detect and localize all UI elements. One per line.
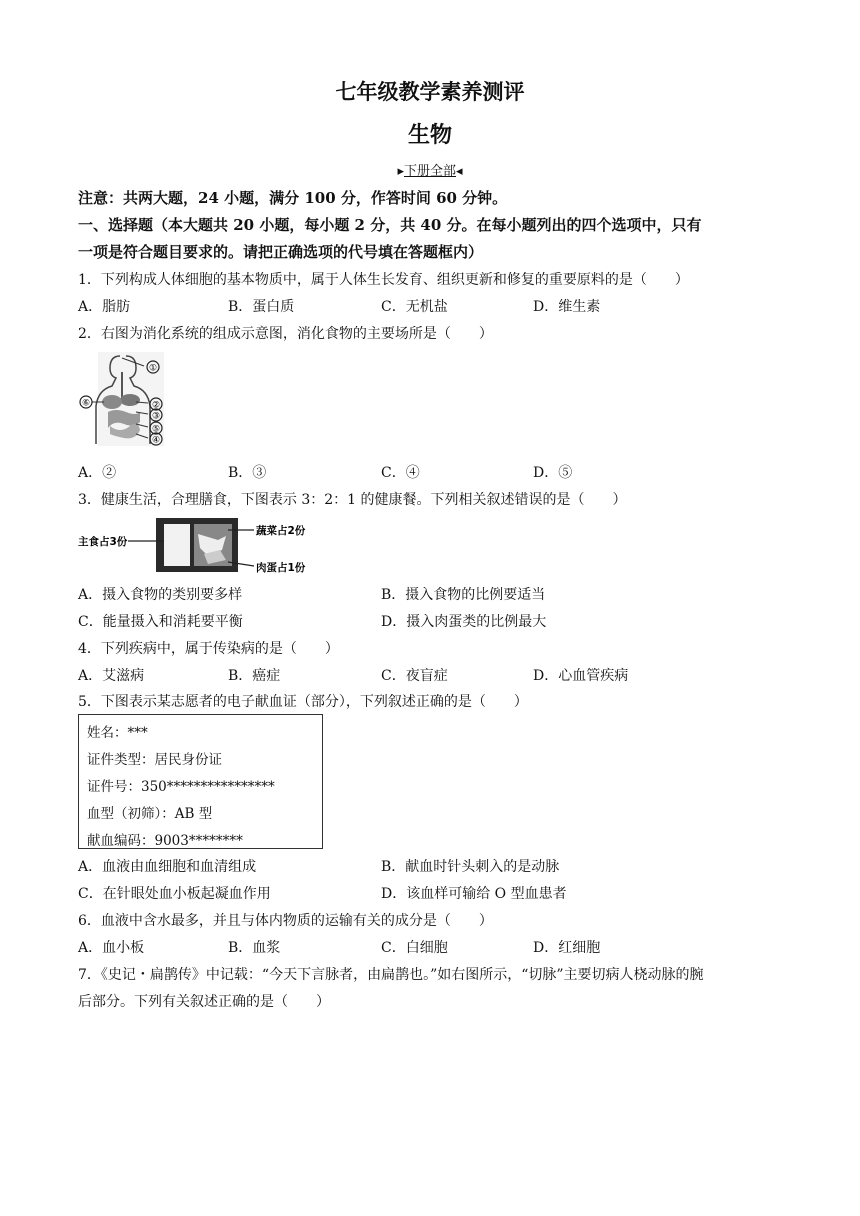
q6-option-b[interactable]: B．血浆 <box>228 940 281 956</box>
fig2-label-2: ② <box>151 400 161 411</box>
question-2-stem: 2．右图为消化系统的组成示意图，消化食物的主要场所是（ ） <box>78 326 493 342</box>
section1-heading-line1: 一、选择题（本大题共 20 小题，每小题 2 分，共 40 分。在每小题列出的四个选项中，只有 <box>78 216 702 234</box>
q4-option-b[interactable]: B．癌症 <box>228 668 281 684</box>
q3-option-d[interactable]: D．摄入肉蛋类的比例最大 <box>381 614 547 630</box>
fig3-label-meat-egg: 肉蛋占1份 <box>256 562 306 574</box>
fig2-label-4: ④ <box>151 435 161 446</box>
fig3-label-staple: 主食占3份 <box>78 536 128 548</box>
q1-option-b[interactable]: B．蛋白质 <box>228 299 295 315</box>
question-6-stem: 6．血液中含水最多，并且与体内物质的运输有关的成分是（ ） <box>78 913 493 929</box>
card-id-number: 证件号：350**************** <box>87 779 275 795</box>
q2-option-a[interactable]: A．② <box>78 465 117 481</box>
blood-donation-card <box>78 714 323 849</box>
digestive-system-figure <box>78 350 170 448</box>
q1-option-a[interactable]: A．脂肪 <box>78 299 131 315</box>
card-name: 姓名：*** <box>87 725 148 741</box>
card-donation-code: 献血编码：9003******** <box>87 833 243 849</box>
page-title: 七年级教学素养测评 <box>335 79 525 104</box>
fig2-label-5: ⑤ <box>151 424 161 435</box>
card-blood-type: 血型（初筛）：AB 型 <box>87 806 213 822</box>
question-5-stem: 5．下图表示某志愿者的电子献血证（部分），下列叙述正确的是（ ） <box>78 694 528 710</box>
q1-option-c[interactable]: C．无机盐 <box>381 299 448 315</box>
nav-links <box>0 160 860 179</box>
q6-option-c[interactable]: C．白细胞 <box>381 940 448 956</box>
q2-option-b[interactable]: B．③ <box>228 465 267 481</box>
q5-option-b[interactable]: B．献血时针头刺入的是动脉 <box>381 859 560 875</box>
subject-title: 生物 <box>407 122 452 148</box>
fig2-label-3: ③ <box>151 411 161 422</box>
question-4-stem: 4．下列疾病中，属于传染病的是（ ） <box>78 641 339 657</box>
question-7-stem-line2: 后部分。下列有关叙述正确的是（ ） <box>78 994 330 1010</box>
fig2-label-1: ① <box>148 363 158 374</box>
q3-option-c[interactable]: C．能量摄入和消耗要平衡 <box>78 614 243 630</box>
nav-left-marker: ▸ <box>397 164 404 179</box>
q5-option-c[interactable]: C．在针眼处血小板起凝血作用 <box>78 886 271 902</box>
notice-text: 注意：共两大题，24 小题，满分 100 分，作答时间 60 分钟。 <box>78 189 508 207</box>
card-id-type: 证件类型：居民身份证 <box>87 752 222 768</box>
q2-option-d[interactable]: D．⑤ <box>533 465 573 481</box>
q5-option-d[interactable]: D．该血样可输给 O 型血患者 <box>381 886 567 902</box>
healthy-meal-figure <box>78 514 312 576</box>
question-3-stem: 3．健康生活，合理膳食，下图表示 3：2：1 的健康餐。下列相关叙述错误的是（ ） <box>78 492 627 508</box>
q2-option-c[interactable]: C．④ <box>381 465 420 481</box>
question-7-stem-line1: 7．《史记・扁鹊传》中记载：“今天下言脉者，由扁鹊也。”如右图所示，“切脉”主要切病人桡动脉的腕 <box>78 967 704 983</box>
q6-option-a[interactable]: A．血小板 <box>78 940 145 956</box>
question-1-stem: 1．下列构成人体细胞的基本物质中，属于人体生长发育、组织更新和修复的重要原料的是（ ） <box>78 272 689 288</box>
fig2-label-6: ⑥ <box>81 398 91 409</box>
q1-option-d[interactable]: D．维生素 <box>533 299 601 315</box>
q4-option-a[interactable]: A．艾滋病 <box>78 668 145 684</box>
q4-option-c[interactable]: C．夜盲症 <box>381 668 448 684</box>
q3-option-b[interactable]: B．摄入食物的比例要适当 <box>381 587 546 603</box>
nav-right-marker: ◂ <box>456 164 463 179</box>
q6-option-d[interactable]: D．红细胞 <box>533 940 601 956</box>
q4-option-d[interactable]: D．心血管疾病 <box>533 668 629 684</box>
nav-link-all[interactable]: 下册全部 <box>403 164 456 179</box>
q3-option-a[interactable]: A．摄入食物的类别要多样 <box>78 587 243 603</box>
section1-heading-line2: 一项是符合题目要求的。请把正确选项的代号填在答题框内） <box>78 243 484 261</box>
q5-option-a[interactable]: A．血液由血细胞和血清组成 <box>78 859 257 875</box>
fig3-label-vegetable: 蔬菜占2份 <box>256 525 306 537</box>
